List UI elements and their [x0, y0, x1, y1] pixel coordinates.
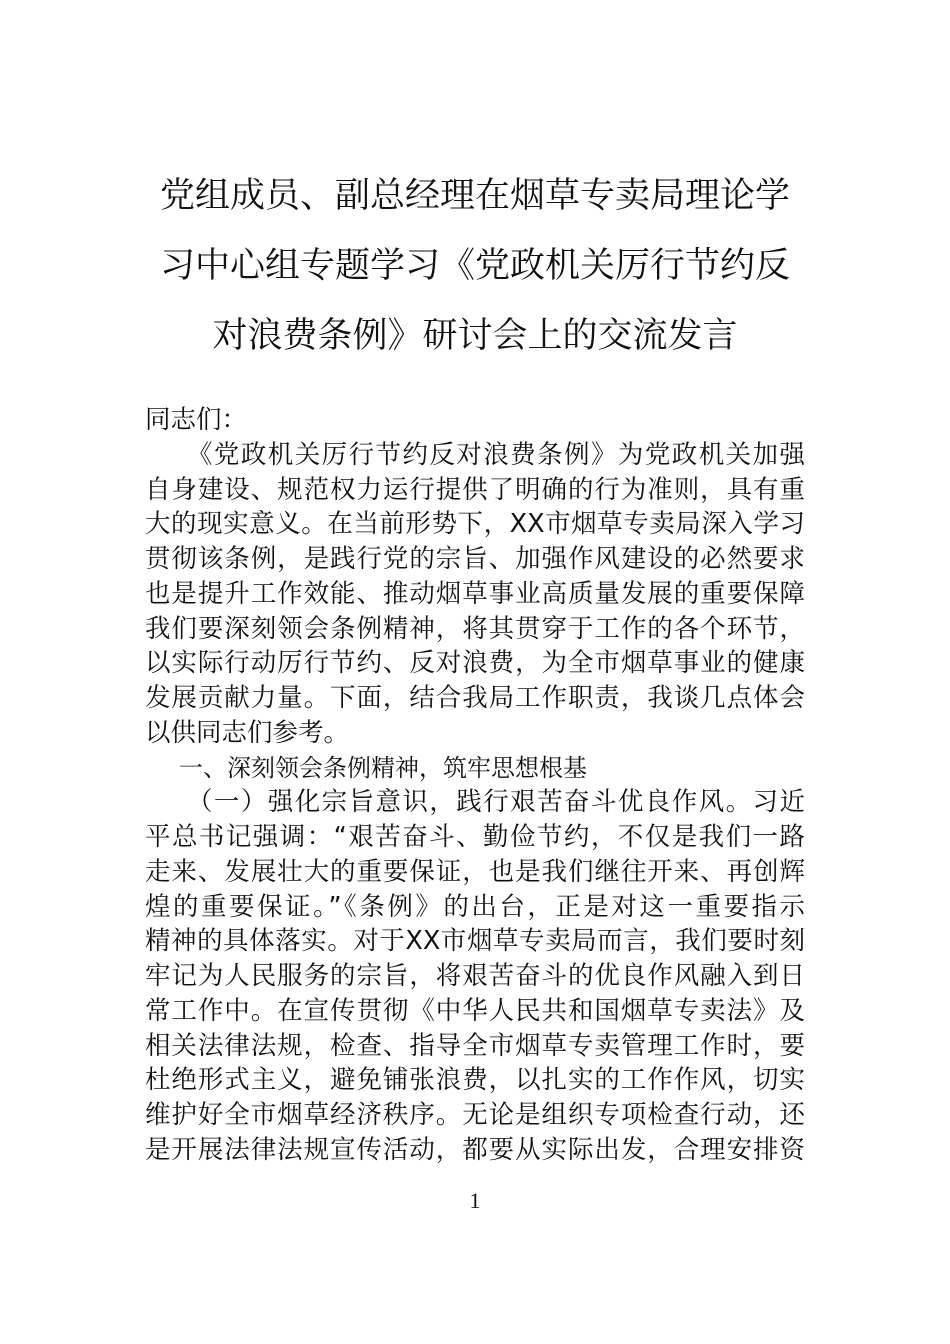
document-body [145, 403, 805, 1168]
text-line: 以供同志们参考。 [145, 717, 350, 748]
text-line: 大的现实意义。在当前形势下，XX市烟草专卖局深入学习 [145, 509, 805, 540]
text-line: 精神的具体落实。对于XX市烟草专卖局而言，我们要时刻 [145, 926, 805, 957]
text-line: （一）强化宗旨意识，践行艰苦奋斗优良作风。习近 [187, 787, 805, 818]
text-line: 是开展法律法规宣传活动，都要从实际出发，合理安排资 [145, 1134, 805, 1165]
text-line: 平总书记强调：“艰苦奋斗、勤俭节约，不仅是我们一路 [145, 822, 805, 852]
page-number: 1 [469, 1188, 481, 1213]
text-line: 我们要深刻领会条例精神，将其贯穿于工作的各个环节， [145, 613, 805, 644]
text-line: 《党政机关厉行节约反对浪费条例》为党政机关加强 [187, 439, 805, 470]
text-line: 牢记为人民服务的宗旨，将艰苦奋斗的优良作风融入到日 [145, 961, 805, 991]
text-line: 以实际行动厉行节约、反对浪费，为全市烟草事业的健康 [145, 648, 805, 679]
text-line: 自身建设、规范权力运行提供了明确的行为准则，具有重 [145, 474, 805, 505]
text-line: 走来、发展壮大的重要保证，也是我们继往开来、再创辉 [145, 856, 805, 887]
text-line: 煌的重要保证。”《条例》的出台，正是对这一重要指示 [145, 891, 805, 922]
document-title [120, 166, 830, 376]
section-heading: 一、深刻领会条例精神，筑牢思想根基 [179, 753, 587, 782]
text-line: 相关法律法规，检查、指导全市烟草专卖管理工作时，要 [145, 1030, 805, 1061]
title-line: 对浪费条例》研讨会上的交流发言 [212, 316, 738, 356]
title-line: 党组成员、副总经理在烟草专卖局理论学 [159, 176, 790, 216]
text-line: 也是提升工作效能、推动烟草事业高质量发展的重要保障 [145, 578, 805, 609]
text-line: 发展贡献力量。下面，结合我局工作职责，我谈几点体会 [145, 683, 805, 713]
title-line: 习中心组专题学习《党政机关厉行节约反 [159, 246, 790, 286]
text-line: 贯彻该条例，是践行党的宗旨、加强作风建设的必然要求 [145, 544, 805, 574]
salutation: 同志们： [145, 405, 248, 435]
text-line: 维护好全市烟草经济秩序。无论是组织专项检查行动，还 [145, 1100, 805, 1130]
text-line: 常工作中。在宣传贯彻《中华人民共和国烟草专卖法》及 [145, 995, 805, 1026]
text-line: 杜绝形式主义，避免铺张浪费，以扎实的工作作风，切实 [145, 1065, 805, 1096]
